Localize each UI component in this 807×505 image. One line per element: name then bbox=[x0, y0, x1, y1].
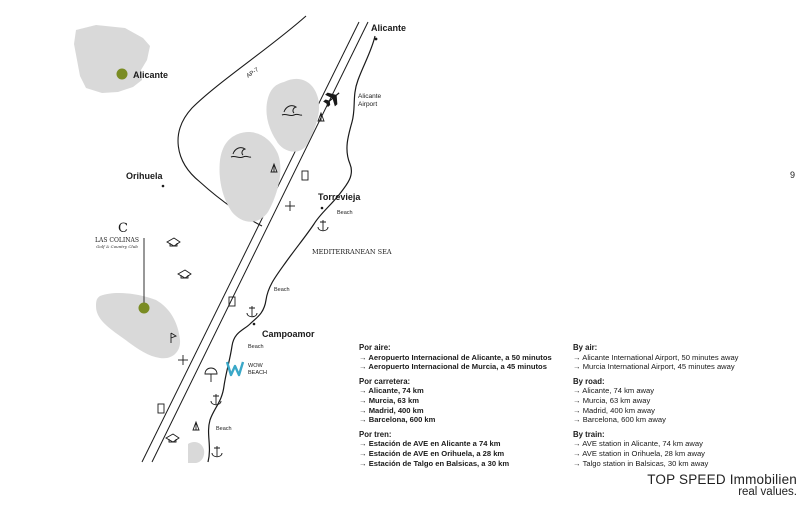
airport-label-2: Airport bbox=[358, 101, 378, 108]
beach-mid-label: Beach bbox=[274, 287, 290, 293]
sea-label: MEDITERRANEAN SEA bbox=[312, 248, 392, 256]
info-item: → Alicante, 74 km away bbox=[573, 386, 738, 396]
club-letter: C bbox=[118, 221, 128, 236]
info-item: → Alicante International Airport, 50 minutes away bbox=[573, 353, 738, 363]
beach-patch bbox=[188, 442, 204, 463]
spain-inset-shape bbox=[74, 25, 150, 93]
cross-icon bbox=[178, 201, 295, 365]
info-heading: By road: bbox=[573, 376, 605, 386]
brand-name: TOP SPEED Immobilien bbox=[647, 472, 797, 487]
info-item: → Madrid, 400 km away bbox=[573, 406, 738, 416]
campoamor-label: Campoamor bbox=[262, 329, 315, 339]
info-item: → Murcia, 63 km bbox=[359, 396, 552, 406]
info-english bbox=[573, 341, 738, 468]
brand-logo bbox=[647, 472, 797, 498]
torrevieja-dot bbox=[321, 207, 324, 210]
info-heading: Por aire: bbox=[359, 343, 391, 352]
orihuela-dot bbox=[162, 185, 165, 188]
info-item: → AVE station in Alicante, 74 km away bbox=[573, 439, 738, 449]
airport-label-1: Alicante bbox=[358, 93, 382, 100]
torrevieja-label: Torrevieja bbox=[318, 192, 361, 202]
info-item: → Aeropuerto Internacional de Alicante, a 50 minutos bbox=[359, 353, 552, 363]
info-spanish bbox=[359, 341, 552, 468]
info-item: → AVE station in Orihuela, 28 km away bbox=[573, 449, 738, 459]
info-heading: By train: bbox=[573, 429, 605, 439]
info-item: → Estación de Talgo en Balsicas, a 30 km bbox=[359, 459, 552, 469]
brand-tagline: real values. bbox=[738, 486, 797, 498]
wow-beach-icon bbox=[227, 362, 243, 375]
info-heading: By air: bbox=[573, 343, 598, 352]
info-item: → Aeropuerto Internacional de Murcia, a 45 minutos bbox=[359, 362, 552, 372]
info-item: → Murcia, 63 km away bbox=[573, 396, 738, 406]
club-subtitle: Golf & Country Club bbox=[96, 244, 138, 249]
salt-lake-south bbox=[220, 132, 281, 222]
alicante-inset-marker bbox=[117, 69, 128, 80]
campoamor-beach-label: Beach bbox=[248, 344, 264, 350]
torrevieja-beach-label: Beach bbox=[337, 210, 353, 216]
info-item: → Murcia International Airport, 45 minutes away bbox=[573, 362, 738, 372]
las-colinas-area bbox=[96, 293, 180, 358]
info-item: → Estación de AVE en Orihuela, a 28 km bbox=[359, 449, 552, 459]
club-name: LAS COLINAS bbox=[95, 237, 139, 244]
beach-low-label: Beach bbox=[216, 426, 232, 432]
alicante-city-dot bbox=[375, 38, 378, 41]
wow-label-1: WOW bbox=[248, 363, 263, 369]
info-spanish-list bbox=[359, 343, 552, 468]
alicante-city-label: Alicante bbox=[371, 23, 407, 33]
road-line-outer bbox=[142, 22, 359, 462]
info-item: → Barcelona, 600 km away bbox=[573, 415, 738, 425]
beach-umbrella-icon bbox=[205, 368, 217, 382]
ap7-label: AP-7 bbox=[245, 67, 261, 80]
page-number: 9 bbox=[790, 170, 796, 180]
info-heading: Por tren: bbox=[359, 429, 392, 439]
campoamor-dot bbox=[253, 323, 256, 326]
road-line-inner bbox=[152, 22, 368, 462]
info-item: → Alicante, 74 km bbox=[359, 386, 552, 396]
inset-alicante-label: Alicante bbox=[133, 70, 169, 80]
info-heading: Por carretera: bbox=[359, 376, 411, 386]
orihuela-label: Orihuela bbox=[126, 171, 163, 181]
wow-label-2: BEACH bbox=[248, 370, 267, 376]
info-item: → Madrid, 400 km bbox=[359, 406, 552, 416]
info-item: → Estación de AVE en Alicante a 74 km bbox=[359, 439, 552, 449]
las-colinas-marker bbox=[139, 303, 150, 314]
info-item: → Talgo station in Balsicas, 30 km away bbox=[573, 459, 738, 469]
info-english-list bbox=[573, 343, 738, 468]
info-item: → Barcelona, 600 km bbox=[359, 415, 552, 425]
